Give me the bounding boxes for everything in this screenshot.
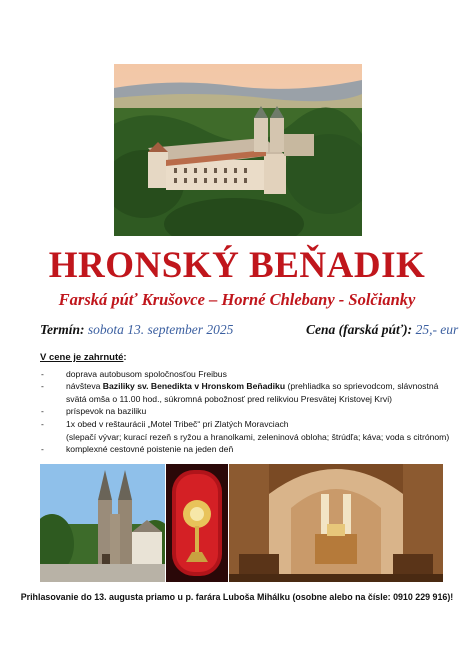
list-item-text: príspevok na baziliku xyxy=(66,406,147,417)
abbey-aerial-photo xyxy=(114,64,362,236)
church-exterior-photo xyxy=(40,464,165,582)
list-item xyxy=(40,380,460,405)
relic-monstrance-photo xyxy=(166,464,228,582)
date-value: sobota 13. september 2025 xyxy=(87,322,234,337)
list-item-text: návšteva xyxy=(66,381,103,392)
list-item xyxy=(40,368,460,381)
menu-details: (slepačí vývar; kurací rezeň s ryžou a hranolkami, zeleninová obloha; štrúdľa; káva; voda s citrónom) xyxy=(66,431,450,442)
list-item xyxy=(40,418,460,443)
price-value: 25,- eur xyxy=(415,322,459,337)
page-title: HRONSKÝ BEŇADIK xyxy=(48,245,426,286)
included-section xyxy=(40,352,460,456)
list-item-text: 1x obed v reštaurácii „Motel Tribeč“ pri Zlatých Moravciach xyxy=(66,418,289,429)
list-item-text: doprava autobusom spoločnosťou Freibus xyxy=(66,368,227,379)
page-subtitle: Farská púť Krušovce – Horné Chlebany - Solčianky xyxy=(58,290,416,309)
date-line xyxy=(40,322,233,338)
date-label: Termín: xyxy=(40,322,85,337)
list-item-text: (prehliadka so sprievodcom, slávnostná svätá omša o 11.00 hod., súkromná pobožnosť pred relikviou Presvätej Kristovej Krvi) xyxy=(66,381,439,404)
registration-note: Prihlasovanie do 13. augusta priamo u p. farára Luboša Mihálku (osobne alebo na čísle: 0910 229 916)! xyxy=(20,592,454,602)
included-list xyxy=(40,368,460,456)
list-item xyxy=(40,405,460,418)
church-interior-photo xyxy=(229,464,443,582)
basilica-name: Baziliky sv. Benedikta v Hronskom Beňadiku xyxy=(102,381,286,392)
list-item xyxy=(40,443,460,456)
included-heading-colon: : xyxy=(123,352,127,363)
included-heading-text: V cene je zahrnuté xyxy=(40,352,124,363)
included-heading xyxy=(40,352,460,365)
list-item-text: komplexné cestovné poistenie na jeden deň xyxy=(66,444,234,455)
price-label: Cena (farská púť): xyxy=(306,322,413,337)
price-line xyxy=(306,322,458,338)
